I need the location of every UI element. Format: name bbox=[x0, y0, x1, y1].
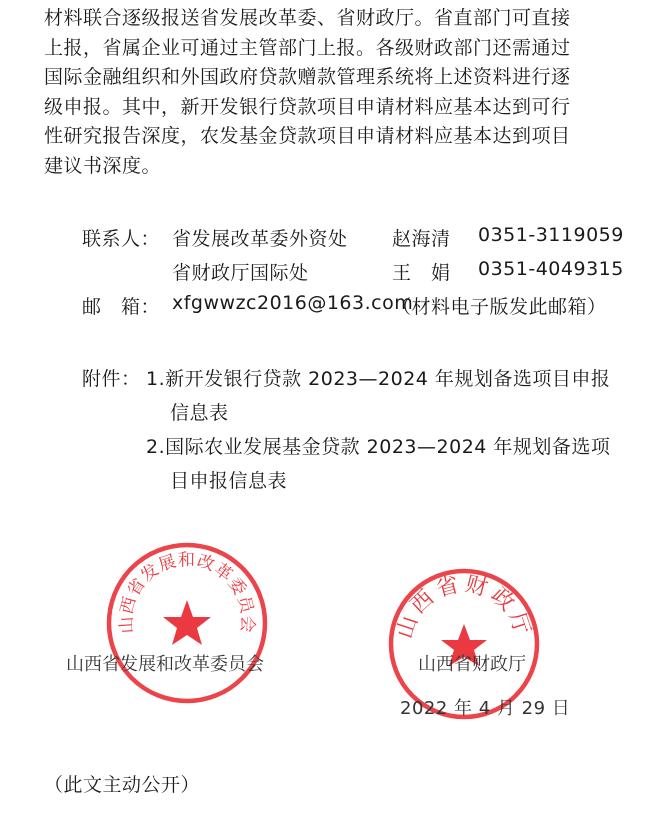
paragraph-line: 性研究报告深度，农发基金贷款项目申请材料应基本达到项目 bbox=[44, 125, 571, 147]
org-name-ndrc: 山西省发展和改革委员会 bbox=[66, 654, 264, 675]
org-name-finance: 山西省财政厅 bbox=[418, 654, 526, 675]
paragraph-line: 材料联合逐级报送省发展改革委、省财政厅。省直部门可直接 bbox=[44, 7, 571, 29]
attachment-item: 1.新开发银行贷款 2023—2024 年规划备选项目申报 bbox=[146, 368, 611, 390]
contact-person: 赵海清 bbox=[392, 228, 451, 250]
disclosure-note: （此文主动公开） bbox=[44, 774, 201, 796]
paragraph-line: 级申报。其中，新开发银行贷款项目申请材料应基本达到可行 bbox=[44, 95, 571, 118]
attachment-item: 信息表 bbox=[170, 402, 229, 424]
mailbox-note: （材料电子版发此邮箱） bbox=[392, 296, 607, 318]
contact-person: 王 娟 bbox=[392, 262, 451, 284]
seal-stamp-icon bbox=[104, 540, 270, 706]
paragraph-line: 建议书深度。 bbox=[44, 154, 162, 177]
mailbox-label: 邮 箱： bbox=[82, 296, 161, 318]
contact-phone: 0351-3119059 bbox=[478, 224, 624, 246]
contact-org: 省财政厅国际处 bbox=[172, 262, 309, 284]
document-date: 2022 年 4 月 29 日 bbox=[400, 698, 571, 719]
contacts-label: 联系人： bbox=[82, 228, 161, 250]
attachments-label: 附件： bbox=[82, 368, 141, 390]
svg-text:山西省财政厅: 山西省财政厅 bbox=[392, 571, 536, 642]
attachment-item: 目申报信息表 bbox=[170, 470, 288, 492]
body-paragraph bbox=[44, 4, 634, 181]
seal-ndrc bbox=[104, 540, 270, 706]
attachment-item: 2.国际农业发展基金贷款 2023—2024 年规划备选项 bbox=[146, 436, 611, 458]
svg-text:山西省发展和改革委员会: 山西省发展和改革委员会 bbox=[116, 550, 258, 635]
paragraph-line: 国际金融组织和外国政府贷款赠款管理系统将上述资料进行逐 bbox=[44, 66, 571, 88]
contact-phone: 0351-4049315 bbox=[478, 258, 624, 280]
paragraph-line: 上报，省属企业可通过主管部门上报。各级财政部门还需通过 bbox=[44, 36, 571, 59]
contact-org: 省发展改革委外资处 bbox=[172, 228, 348, 250]
mailbox-email[interactable]: xfgwwzc2016@163.com bbox=[172, 292, 414, 314]
